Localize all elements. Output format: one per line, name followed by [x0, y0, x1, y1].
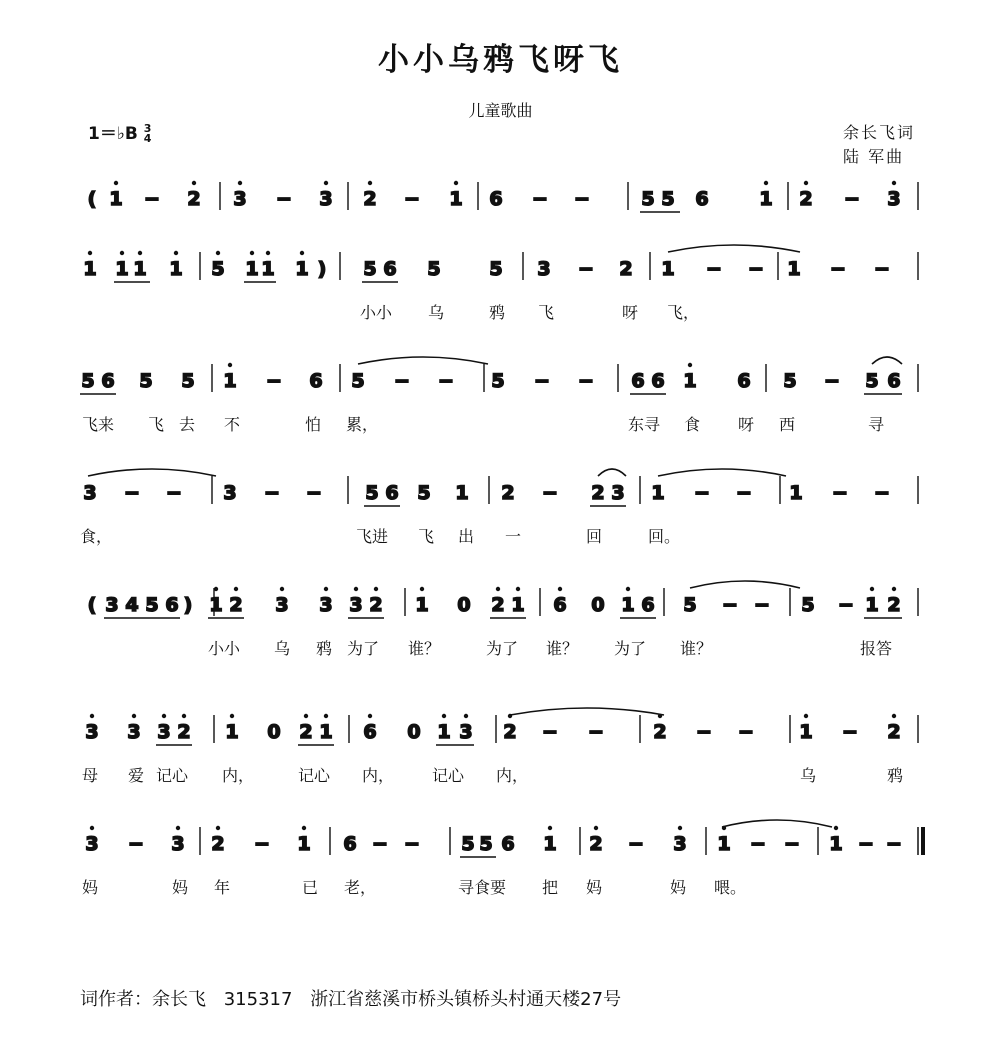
high-octave-dot: [324, 181, 328, 185]
score-note: −: [748, 258, 764, 280]
score-note: 2: [799, 188, 813, 210]
lyric-word: 小小: [360, 303, 393, 322]
score-note: 2: [887, 721, 901, 743]
high-octave-dot: [176, 826, 180, 830]
high-octave-dot: [678, 826, 682, 830]
score-note: −: [534, 370, 550, 392]
score-note: ): [183, 594, 193, 616]
score-note: −: [628, 833, 644, 855]
score-note: 6: [501, 833, 515, 855]
lyric-word: 回: [586, 527, 603, 546]
high-octave-dot: [216, 826, 220, 830]
score-note: 1: [83, 258, 97, 280]
lyric-word: 内，: [496, 766, 529, 785]
score-note: 0: [457, 594, 471, 616]
high-octave-dot: [324, 587, 328, 591]
score-note: 1: [789, 482, 803, 504]
lyric-word: 乌: [800, 766, 817, 785]
score-note: 3: [459, 721, 473, 743]
lyric-word: 出: [458, 527, 475, 546]
score-note: −: [306, 482, 322, 504]
lyric-word: 年: [214, 878, 231, 897]
lyric-word: 谁？: [680, 639, 713, 658]
score-note: 1: [799, 721, 813, 743]
lyric-word: 已: [302, 878, 319, 897]
score-note: 3: [127, 721, 141, 743]
score-note: 2: [491, 594, 505, 616]
score-note: 2: [591, 482, 605, 504]
lyric-word: 飞，: [667, 303, 700, 322]
score-note: 2: [177, 721, 191, 743]
score-note: −: [784, 833, 800, 855]
score-note: 3: [105, 594, 119, 616]
score-note: 1: [511, 594, 525, 616]
score-note: 2: [619, 258, 633, 280]
lyric-word: 乌: [428, 303, 445, 322]
score-note: 6: [553, 594, 567, 616]
score-note: 4: [125, 594, 139, 616]
score-note: −: [738, 721, 754, 743]
lyric-word: 食，: [80, 527, 113, 546]
score-note: −: [588, 721, 604, 743]
score-note: −: [264, 482, 280, 504]
score-note: 2: [211, 833, 225, 855]
score-note: −: [830, 258, 846, 280]
score-note: −: [542, 482, 558, 504]
score-note: 1: [865, 594, 879, 616]
score-note: 3: [157, 721, 171, 743]
score-note: −: [754, 594, 770, 616]
score-note: −: [394, 370, 410, 392]
score-note: 6: [343, 833, 357, 855]
lyric-word: 妈: [172, 878, 189, 897]
footer-info: [80, 985, 633, 1011]
lyric-word: 内，: [222, 766, 255, 785]
lyric-word: 回。: [648, 527, 681, 546]
lyric-word: 为了: [347, 639, 380, 658]
lyric-word: 一: [505, 527, 522, 546]
high-octave-dot: [300, 251, 304, 255]
high-octave-dot: [182, 714, 186, 718]
score-note: 2: [369, 594, 383, 616]
score-note: 6: [101, 370, 115, 392]
score-note: 5: [365, 482, 379, 504]
score-note: 1: [245, 258, 259, 280]
score-note: −: [266, 370, 282, 392]
score-note: −: [578, 370, 594, 392]
score-note: −: [824, 370, 840, 392]
score-note: ): [317, 258, 327, 280]
lyric-word: 记心: [432, 766, 465, 785]
high-octave-dot: [90, 714, 94, 718]
score-note: 6: [489, 188, 503, 210]
lyric-word: 呀: [738, 415, 755, 434]
score-note: 3: [233, 188, 247, 210]
lyricist-credit: 余长飞词: [843, 123, 916, 142]
score-note: −: [166, 482, 182, 504]
lyric-word: 妈: [586, 878, 603, 897]
lyric-word: 飞: [538, 303, 555, 322]
score-note: −: [254, 833, 270, 855]
lyric-word: 为了: [486, 639, 519, 658]
score-note: 6: [631, 370, 645, 392]
slur-tie: [668, 245, 800, 252]
high-octave-dot: [454, 181, 458, 185]
high-octave-dot: [374, 587, 378, 591]
lyric-word: 累，: [346, 415, 379, 434]
high-octave-dot: [234, 587, 238, 591]
score-note: 1: [455, 482, 469, 504]
score-note: −: [722, 594, 738, 616]
score-note: 1: [115, 258, 129, 280]
lyric-word: 报答: [860, 639, 893, 658]
score-note: 0: [591, 594, 605, 616]
lyric-word: 妈: [82, 878, 99, 897]
score-note: −: [438, 370, 454, 392]
high-octave-dot: [138, 251, 142, 255]
lyric-word: 飞: [418, 527, 435, 546]
high-octave-dot: [558, 587, 562, 591]
score-note: 1: [133, 258, 147, 280]
score-note: 6: [651, 370, 665, 392]
score-note: 2: [299, 721, 313, 743]
high-octave-dot: [516, 587, 520, 591]
score-note: 5: [81, 370, 95, 392]
high-octave-dot: [420, 587, 424, 591]
score-note: 5: [211, 258, 225, 280]
lyric-word: 谁？: [408, 639, 441, 658]
lyric-word: 鸦: [887, 766, 904, 785]
score-note: −: [542, 721, 558, 743]
lyric-word: 不: [224, 415, 241, 434]
lyric-word: 飞: [148, 415, 165, 434]
high-octave-dot: [892, 714, 896, 718]
score-note: −: [874, 258, 890, 280]
score-note: 5: [865, 370, 879, 392]
high-octave-dot: [174, 251, 178, 255]
high-octave-dot: [834, 826, 838, 830]
high-octave-dot: [228, 363, 232, 367]
score-note: 3: [537, 258, 551, 280]
score-note: 5: [479, 833, 493, 855]
high-octave-dot: [162, 714, 166, 718]
score-note: 6: [363, 721, 377, 743]
score-note: 1: [169, 258, 183, 280]
score-note: 3: [887, 188, 901, 210]
score-note: −: [696, 721, 712, 743]
lyric-word: 寻: [868, 415, 885, 434]
score-note: 1: [787, 258, 801, 280]
high-octave-dot: [238, 181, 242, 185]
score-note: 6: [383, 258, 397, 280]
score-note: −: [276, 188, 292, 210]
score-note: 1: [651, 482, 665, 504]
high-octave-dot: [302, 826, 306, 830]
lyric-word: 记心: [298, 766, 331, 785]
score-note: 3: [223, 482, 237, 504]
high-octave-dot: [804, 181, 808, 185]
score-note: 3: [85, 721, 99, 743]
lyric-word: 母: [82, 766, 99, 785]
lyric-word: 飞进: [356, 527, 389, 546]
high-octave-dot: [548, 826, 552, 830]
high-octave-dot: [626, 587, 630, 591]
score-note: −: [694, 482, 710, 504]
score-note: 0: [407, 721, 421, 743]
score-note: 5: [181, 370, 195, 392]
score-note: 1: [717, 833, 731, 855]
score-note: −: [750, 833, 766, 855]
score-note: −: [574, 188, 590, 210]
score-note: 1: [437, 721, 451, 743]
score-note: −: [404, 188, 420, 210]
high-octave-dot: [892, 587, 896, 591]
slur-tie: [872, 357, 902, 364]
lyric-word: 西: [779, 415, 796, 434]
high-octave-dot: [368, 181, 372, 185]
slur-tie: [510, 708, 664, 715]
high-octave-dot: [594, 826, 598, 830]
high-octave-dot: [114, 181, 118, 185]
score-note: 5: [683, 594, 697, 616]
score-note: 2: [503, 721, 517, 743]
score-note: 5: [783, 370, 797, 392]
score-note: (: [87, 188, 97, 210]
score-note: 6: [737, 370, 751, 392]
lyric-word: 食: [684, 415, 701, 434]
score-note: 6: [641, 594, 655, 616]
score-note: 0: [267, 721, 281, 743]
slur-tie: [658, 469, 786, 476]
slur-tie: [690, 581, 800, 588]
score-note: 5: [801, 594, 815, 616]
score-note: 1: [225, 721, 239, 743]
score-note: 5: [417, 482, 431, 504]
time-sig-bottom: 4: [143, 132, 152, 145]
score-note: 1: [661, 258, 675, 280]
score-note: 5: [145, 594, 159, 616]
score-note: 5: [139, 370, 153, 392]
score-note: −: [124, 482, 140, 504]
high-octave-dot: [230, 714, 234, 718]
lyric-word: 妈: [670, 878, 687, 897]
high-octave-dot: [354, 587, 358, 591]
lyric-word: 东寻: [628, 415, 661, 434]
high-octave-dot: [324, 714, 328, 718]
high-octave-dot: [250, 251, 254, 255]
high-octave-dot: [764, 181, 768, 185]
high-octave-dot: [192, 181, 196, 185]
score-note: 1: [295, 258, 309, 280]
score-note: −: [832, 482, 848, 504]
score-note: 1: [109, 188, 123, 210]
score-note: −: [372, 833, 388, 855]
score-note: 1: [829, 833, 843, 855]
score-note: −: [842, 721, 858, 743]
high-octave-dot: [280, 587, 284, 591]
score-note: 5: [641, 188, 655, 210]
slur-tie: [722, 820, 832, 827]
score-note: 5: [661, 188, 675, 210]
score-note: −: [736, 482, 752, 504]
lyric-word: 老，: [344, 878, 377, 897]
song-title: 小小乌鸦飞呀飞: [378, 42, 623, 78]
composer-credit: 陆 军曲: [843, 147, 905, 166]
high-octave-dot: [688, 363, 692, 367]
score-note: 2: [187, 188, 201, 210]
score-note: 1: [223, 370, 237, 392]
score-note: 6: [695, 188, 709, 210]
lyric-word: 记心: [156, 766, 189, 785]
lyric-word: 去: [179, 415, 196, 434]
footer-postcode: 315317: [223, 989, 293, 1010]
high-octave-dot: [304, 714, 308, 718]
lyric-word: 小小: [208, 639, 241, 658]
score-note: 1: [415, 594, 429, 616]
score-note: −: [404, 833, 420, 855]
score-note: 5: [363, 258, 377, 280]
song-genre: 儿童歌曲: [468, 101, 533, 120]
score-note: 2: [653, 721, 667, 743]
score-note: −: [128, 833, 144, 855]
score-note: 5: [461, 833, 475, 855]
lyric-word: 呀: [622, 303, 639, 322]
high-octave-dot: [266, 251, 270, 255]
score-note: 5: [491, 370, 505, 392]
time-sig-top: 3: [143, 122, 152, 135]
footer-label: 词作者：余长飞: [80, 989, 206, 1010]
high-octave-dot: [804, 714, 808, 718]
score-note: 6: [385, 482, 399, 504]
score-note: 6: [309, 370, 323, 392]
score-note: −: [706, 258, 722, 280]
score-note: −: [532, 188, 548, 210]
score-note: 3: [611, 482, 625, 504]
lyric-word: 把: [542, 878, 559, 897]
score-note: 1: [621, 594, 635, 616]
score-note: 2: [887, 594, 901, 616]
high-octave-dot: [496, 587, 500, 591]
high-octave-dot: [368, 714, 372, 718]
lyric-word: 内，: [362, 766, 395, 785]
score-note: −: [578, 258, 594, 280]
score-note: 6: [165, 594, 179, 616]
score-note: −: [144, 188, 160, 210]
score-note: 1: [297, 833, 311, 855]
high-octave-dot: [464, 714, 468, 718]
score-note: 3: [319, 188, 333, 210]
score-note: 5: [351, 370, 365, 392]
lyric-word: 飞来: [82, 415, 115, 434]
score-note: −: [886, 833, 902, 855]
lyric-word: 怕: [305, 415, 322, 434]
high-octave-dot: [892, 181, 896, 185]
score-note: 2: [501, 482, 515, 504]
high-octave-dot: [870, 587, 874, 591]
score-note: 5: [489, 258, 503, 280]
footer-address: 浙江省慈溪市桥头镇桥头村通天楼27号: [310, 989, 622, 1010]
score-note: 6: [887, 370, 901, 392]
score-note: −: [874, 482, 890, 504]
score-note: 3: [349, 594, 363, 616]
score-note: 3: [673, 833, 687, 855]
lyric-word: 谁？: [546, 639, 579, 658]
lyric-word: 鸦: [489, 303, 506, 322]
score-note: 3: [319, 594, 333, 616]
slur-tie: [358, 357, 488, 364]
slur-tie: [88, 469, 216, 476]
lyric-word: 爱: [128, 766, 145, 785]
lyric-word: 乌: [274, 639, 291, 658]
score-note: 2: [363, 188, 377, 210]
high-octave-dot: [120, 251, 124, 255]
score-note: 1: [209, 594, 223, 616]
score-note: −: [844, 188, 860, 210]
score-note: 1: [683, 370, 697, 392]
score-note: 3: [275, 594, 289, 616]
score-note: 5: [427, 258, 441, 280]
score-note: −: [858, 833, 874, 855]
lyric-word: 寻食要: [458, 878, 507, 897]
score-note: 1: [543, 833, 557, 855]
score-note: 2: [229, 594, 243, 616]
high-octave-dot: [90, 826, 94, 830]
score-note: 2: [589, 833, 603, 855]
key-label: 1＝♭B: [88, 124, 138, 144]
lyric-word: 为了: [614, 639, 647, 658]
score-note: 1: [319, 721, 333, 743]
score-note: 3: [83, 482, 97, 504]
high-octave-dot: [88, 251, 92, 255]
lyric-word: 喂。: [714, 878, 747, 897]
score-note: 1: [449, 188, 463, 210]
high-octave-dot: [132, 714, 136, 718]
score-note: 3: [171, 833, 185, 855]
high-octave-dot: [442, 714, 446, 718]
high-octave-dot: [216, 251, 220, 255]
score-note: 1: [759, 188, 773, 210]
score-note: −: [838, 594, 854, 616]
slur-tie: [598, 469, 626, 476]
score-note: 1: [261, 258, 275, 280]
score-note: (: [87, 594, 97, 616]
score-note: 3: [85, 833, 99, 855]
lyric-word: 鸦: [316, 639, 333, 658]
